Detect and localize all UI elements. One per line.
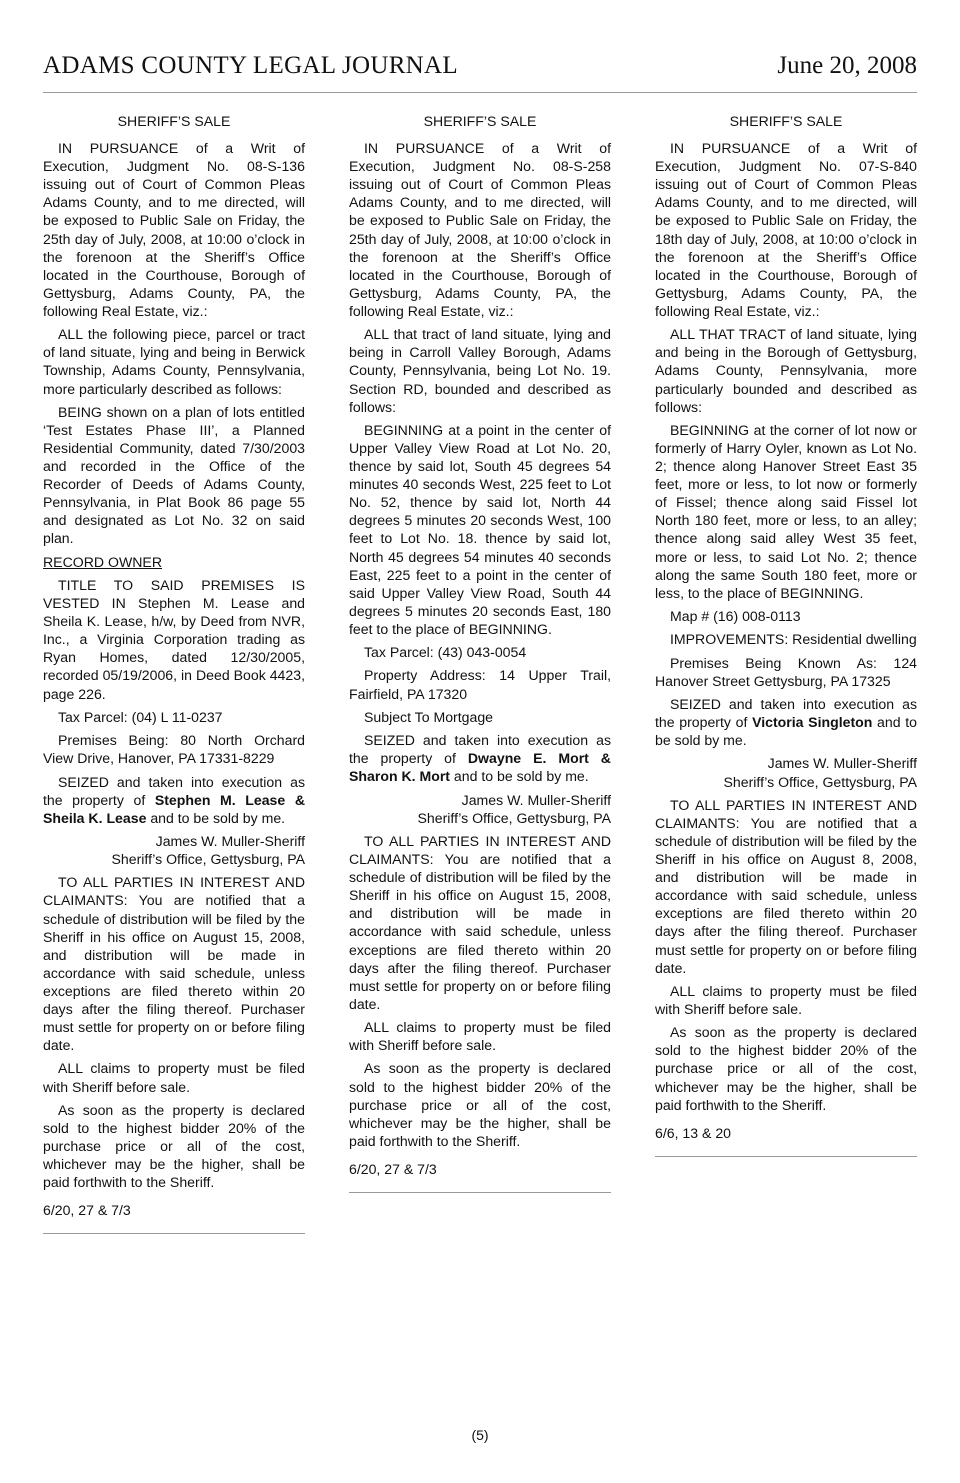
description-paragraph: BEGINNING at a point in the center of Upper Valley View Road at Lot No. 20, thence by said lot, South 45 degrees 54 minutes 40 seconds West, 225 feet to Lot No. 52, thence by said lot, North 44 degrees 5 minutes 20 seconds West, 100 feet to Lot No. 18. thence by said lot, North 45 degrees 54 minutes 40 seconds East, 225 feet to a point in the center of said Upper Valley View Road, South 44 degrees 5 minutes 20 seconds East, 180 feet to the place of BEGINNING. <box>349 421 611 637</box>
claims-paragraph: ALL claims to property must be filed with Sheriff before sale. <box>43 1060 305 1095</box>
publication-dates: 6/6, 13 & 20 <box>655 1124 732 1141</box>
seized-paragraph <box>655 695 917 749</box>
writ-paragraph: IN PURSUANCE of a Writ of Execution, Judgment No. 08-S-136 issuing out of Court of Common Pleas Adams County, and to me directed, will be exposed to Public Sale on Friday, the 25th day of July, 2008, at 10:00 o’clock in the forenoon at the Sheriff’s Office located in the Courthouse, Borough of Gettysburg, Adams County, PA, the following Real Estate, viz.: <box>43 140 305 319</box>
tract-paragraph: ALL the following piece, parcel or tract of land situate, lying and being in Berwick Township, Adams County, Pennsylvania, more particularly described as follows: <box>43 326 305 397</box>
improvements: IMPROVEMENTS: Residential dwelling <box>670 631 917 648</box>
tract-paragraph: ALL THAT TRACT of land situate, lying and being in the Borough of Gettysburg, Adams County, Pennsylvania, more particularly bounded and described as follows: <box>655 326 917 415</box>
issue-date: June 20, 2008 <box>777 52 917 79</box>
claims-paragraph: ALL claims to property must be filed with Sheriff before sale. <box>655 982 917 1017</box>
defendant-name: Dwayne E. Mort & Sharon K. Mort <box>349 750 611 785</box>
map-number: Map # (16) 008-0113 <box>670 608 801 624</box>
seized-text: SEIZED and taken into execution as the property of <box>655 695 917 731</box>
sheriff-signature: James W. Muller-Sheriff <box>155 832 305 849</box>
distribution-notice: TO ALL PARTIES IN INTEREST AND CLAIMANTS: You are notified that a schedule of distribution will be filed by the Sheriff in his office on August 8, 2008, and distribution will be made in accordance with said schedule, unless exceptions are filed thereto within 20 days after the filing thereof. Purchaser must settle for property on or before filing date. <box>655 796 917 976</box>
publication-dates: 6/20, 27 & 7/3 <box>349 1160 437 1177</box>
seized-paragraph <box>349 731 611 785</box>
claims-paragraph: ALL claims to property must be filed with Sheriff before sale. <box>349 1019 611 1054</box>
page-number: (5) <box>471 1427 489 1443</box>
premises-address: Premises Being Known As: 124 Hanover Street Gettysburg, PA 17325 <box>655 654 917 689</box>
sale-heading: SHERIFF’S SALE <box>117 113 231 129</box>
mortgage-note: Subject To Mortgage <box>364 708 494 725</box>
sale-heading: SHERIFF’S SALE <box>729 113 843 129</box>
sheriff-office: Sheriff’s Office, Gettysburg, PA <box>417 809 611 826</box>
record-owner-heading <box>43 553 305 571</box>
sheriff-signature: James W. Muller-Sheriff <box>461 791 611 808</box>
premises-address: Premises Being: 80 North Orchard View Drive, Hanover, PA 17331-8229 <box>43 732 305 767</box>
bidder-paragraph: As soon as the property is declared sold to the highest bidder 20% of the purchase price or all of the cost, whichever may be the higher, shall be paid forthwith to the Sheriff. <box>43 1101 305 1191</box>
distribution-notice: TO ALL PARTIES IN INTEREST AND CLAIMANTS: You are notified that a schedule of distribution will be filed by the Sheriff in his office on August 15, 2008, and distribution will be made in accordance with said schedule, unless exceptions are filed thereto within 20 days after the filing thereof. Purchaser must settle for property on or before filing date. <box>349 832 611 1012</box>
seized-tail: and to be sold by me. <box>655 714 917 749</box>
writ-paragraph: IN PURSUANCE of a Writ of Execution, Judgment No. 08-S-258 issuing out of Court of Common Pleas Adams County, and to me directed, will be exposed to Public Sale on Friday, the 25th day of July, 2008, at 10:00 o’clock in the forenoon at the Sheriff’s Office located in the Courthouse, Borough of Gettysburg, Adams County, PA, the following Real Estate, viz.: <box>349 140 611 319</box>
writ-paragraph: IN PURSUANCE of a Writ of Execution, Judgment No. 07-S-840 issuing out of Court of Common Pleas Adams County, and to me directed, will be exposed to Public Sale on Friday, the 18th day of July, 2008, at 10:00 o’clock in the forenoon at the Sheriff’s Office located in the Courthouse, Borough of Gettysburg, Adams County, PA, the following Real Estate, viz.: <box>655 140 917 319</box>
column-divider <box>655 1156 917 1157</box>
distribution-notice: TO ALL PARTIES IN INTEREST AND CLAIMANTS: You are notified that a schedule of distribution will be filed by the Sheriff in his office on August 15, 2008, and distribution will be made in accordance with said schedule, unless exceptions are filed thereto within 20 days after the filing thereof. Purchaser must settle for property on or before filing date. <box>43 874 305 1054</box>
description-paragraph: BEING shown on a plan of lots entitled ‘Test Estates Phase III’, a Planned Residential Community, dated 7/30/2003 and recorded in the Office of the Recorder of Deeds of Adams County, Pennsylvania, in Plat Book 86 page 55 and designated as Lot No. 32 on said plan. <box>43 403 305 547</box>
defendant-name: Stephen M. Lease & Sheila K. Lease <box>43 791 305 826</box>
bidder-paragraph: As soon as the property is declared sold to the highest bidder 20% of the purchase price or all of the cost, whichever may be the higher, shall be paid forthwith to the Sheriff. <box>349 1060 611 1149</box>
column-divider <box>349 1192 611 1193</box>
defendant-name: Victoria Singleton <box>752 714 873 731</box>
description-paragraph: BEGINNING at the corner of lot now or formerly of Harry Oyler, known as Lot No. 2; thence along Hanover Street East 35 feet, more or less, to lot now or formerly of Fissel; thence along said Fissel lot North 180 feet, more or less, to an alley; thence along said alley West 35 feet, more or less, to said Lot No. 2; thence along the same South 180 feet, more or less, to the place of BEGINNING. <box>655 421 917 601</box>
column-divider <box>43 1233 305 1234</box>
bidder-paragraph: As soon as the property is declared sold to the highest bidder 20% of the purchase price or all of the cost, whichever may be the higher, shall be paid forthwith to the Sheriff. <box>655 1024 917 1113</box>
publication-dates: 6/20, 27 & 7/3 <box>43 1202 131 1219</box>
record-owner-label: RECORD OWNER <box>43 553 163 570</box>
tax-parcel: Tax Parcel: (04) L 11-0237 <box>58 708 223 725</box>
title-paragraph: TITLE TO SAID PREMISES IS VESTED IN Stephen M. Lease and Sheila K. Lease, h/w, by Deed from NVR, Inc., a Virginia Corporation trading as Ryan Homes, dated 12/30/2005, recorded 05/19/2006, in Deed Book 4423, page 226. <box>43 577 305 702</box>
notice-column-3 <box>655 112 917 1157</box>
tract-paragraph: ALL that tract of land situate, lying and being in Carroll Valley Borough, Adams County, Pennsylvania, being Lot No. 19. Section RD, bounded and described as follows: <box>349 326 611 415</box>
notice-column-2 <box>349 112 611 1193</box>
sheriff-office: Sheriff’s Office, Gettysburg, PA <box>111 851 305 868</box>
seized-tail: and to be sold by me. <box>450 768 589 785</box>
sale-heading: SHERIFF’S SALE <box>423 113 537 129</box>
page-header <box>43 52 917 93</box>
property-address: Property Address: 14 Upper Trail, Fairfield, PA 17320 <box>349 667 611 702</box>
sheriff-signature: James W. Muller-Sheriff <box>767 755 917 772</box>
journal-title: ADAMS COUNTY LEGAL JOURNAL <box>43 52 458 79</box>
seized-paragraph <box>43 773 305 827</box>
tax-parcel: Tax Parcel: (43) 043-0054 <box>364 644 527 661</box>
seized-tail: and to be sold by me. <box>146 809 286 826</box>
seized-text: SEIZED and taken into execution as the property of <box>349 732 611 767</box>
notice-column-1 <box>43 112 305 1234</box>
sheriff-office: Sheriff’s Office, Gettysburg, PA <box>723 773 917 790</box>
seized-text: SEIZED and taken into execution as the property of <box>43 773 305 808</box>
